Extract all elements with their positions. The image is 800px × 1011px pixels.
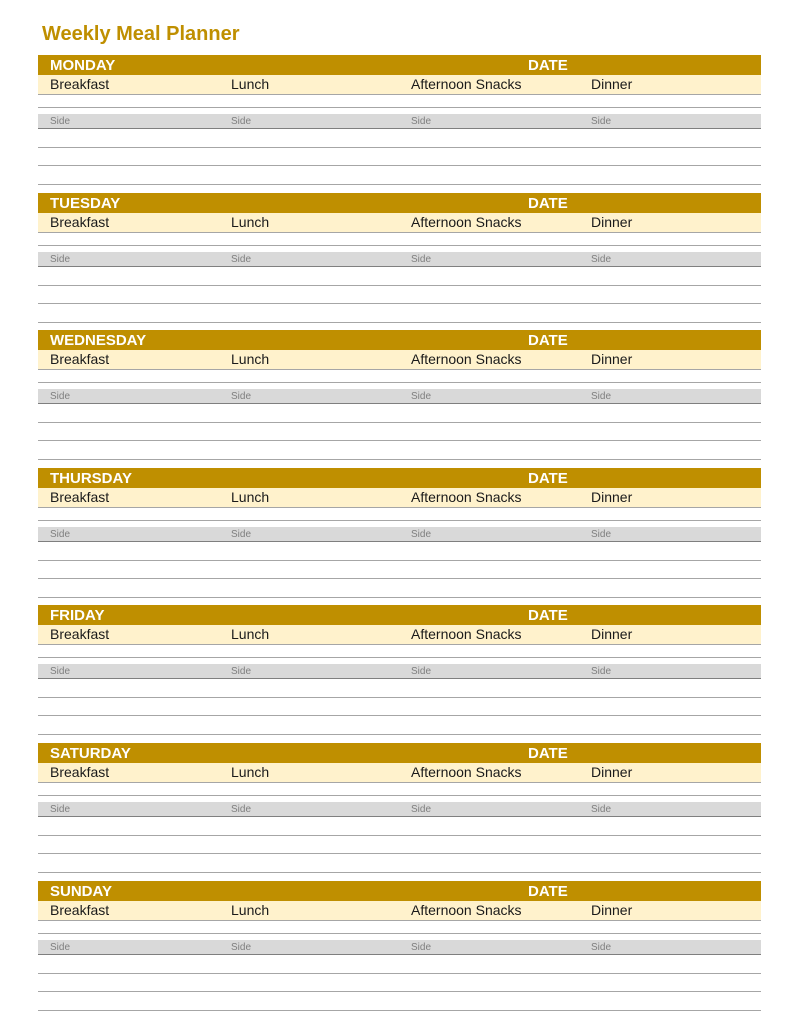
date-label: DATE bbox=[528, 470, 568, 487]
meal-label-snacks: Afternoon Snacks bbox=[411, 76, 522, 92]
day-section-friday bbox=[38, 605, 761, 735]
entry-line[interactable] bbox=[38, 184, 761, 185]
entry-line[interactable] bbox=[38, 835, 761, 836]
side-label: Side bbox=[50, 529, 71, 540]
side-label: Side bbox=[50, 116, 71, 127]
day-section-tuesday bbox=[38, 193, 761, 323]
meal-label-dinner: Dinner bbox=[591, 351, 633, 367]
entry-line[interactable] bbox=[38, 440, 761, 441]
side-label: Side bbox=[411, 116, 432, 127]
entry-line[interactable] bbox=[38, 165, 761, 166]
side-label: Side bbox=[411, 942, 432, 953]
side-label: Side bbox=[50, 804, 71, 815]
meal-label-lunch: Lunch bbox=[231, 76, 270, 92]
day-header bbox=[38, 330, 761, 350]
side-label: Side bbox=[591, 529, 612, 540]
entry-line[interactable] bbox=[38, 973, 761, 974]
side-label: Side bbox=[411, 254, 432, 265]
date-label: DATE bbox=[528, 332, 568, 349]
date-label: DATE bbox=[528, 607, 568, 624]
side-label: Side bbox=[411, 391, 432, 402]
meal-label-breakfast: Breakfast bbox=[50, 626, 110, 642]
day-name: SATURDAY bbox=[50, 745, 131, 762]
entry-line[interactable] bbox=[38, 322, 761, 323]
meal-label-lunch: Lunch bbox=[231, 764, 270, 780]
side-label: Side bbox=[50, 254, 71, 265]
side-label: Side bbox=[411, 529, 432, 540]
day-name: SUNDAY bbox=[50, 883, 112, 900]
side-row bbox=[38, 252, 761, 267]
entry-line[interactable] bbox=[38, 422, 761, 423]
side-label: Side bbox=[231, 529, 252, 540]
meal-header-row bbox=[38, 350, 761, 370]
day-name: TUESDAY bbox=[50, 195, 121, 212]
meal-header-row bbox=[38, 763, 761, 783]
meal-entry-line[interactable] bbox=[38, 657, 761, 658]
day-section-wednesday bbox=[38, 330, 761, 460]
meal-label-breakfast: Breakfast bbox=[50, 764, 110, 780]
side-label: Side bbox=[411, 804, 432, 815]
meal-label-dinner: Dinner bbox=[591, 76, 633, 92]
entry-line[interactable] bbox=[38, 285, 761, 286]
day-name: FRIDAY bbox=[50, 607, 105, 624]
meal-label-snacks: Afternoon Snacks bbox=[411, 489, 522, 505]
side-row bbox=[38, 664, 761, 679]
meal-label-breakfast: Breakfast bbox=[50, 489, 110, 505]
day-header bbox=[38, 55, 761, 75]
side-label: Side bbox=[231, 116, 252, 127]
meal-label-snacks: Afternoon Snacks bbox=[411, 214, 522, 230]
meal-label-lunch: Lunch bbox=[231, 902, 270, 918]
side-label: Side bbox=[591, 116, 612, 127]
meal-header-row bbox=[38, 213, 761, 233]
side-row bbox=[38, 527, 761, 542]
date-label: DATE bbox=[528, 745, 568, 762]
side-row bbox=[38, 114, 761, 129]
day-header bbox=[38, 193, 761, 213]
day-section-monday bbox=[38, 55, 761, 185]
meal-label-lunch: Lunch bbox=[231, 214, 270, 230]
meal-label-breakfast: Breakfast bbox=[50, 76, 110, 92]
date-label: DATE bbox=[528, 883, 568, 900]
side-label: Side bbox=[231, 254, 252, 265]
meal-header-row bbox=[38, 488, 761, 508]
side-label: Side bbox=[591, 391, 612, 402]
entry-line[interactable] bbox=[38, 853, 761, 854]
meal-header-row bbox=[38, 625, 761, 645]
meal-label-lunch: Lunch bbox=[231, 489, 270, 505]
meal-entry-line[interactable] bbox=[38, 520, 761, 521]
day-name: THURSDAY bbox=[50, 470, 132, 487]
side-label: Side bbox=[50, 666, 71, 677]
meal-entry-line[interactable] bbox=[38, 382, 761, 383]
side-label: Side bbox=[50, 942, 71, 953]
entry-line[interactable] bbox=[38, 560, 761, 561]
entry-line[interactable] bbox=[38, 303, 761, 304]
meal-label-snacks: Afternoon Snacks bbox=[411, 351, 522, 367]
side-label: Side bbox=[231, 666, 252, 677]
day-name: MONDAY bbox=[50, 57, 116, 74]
meal-label-dinner: Dinner bbox=[591, 902, 633, 918]
meal-label-dinner: Dinner bbox=[591, 214, 633, 230]
date-label: DATE bbox=[528, 57, 568, 74]
side-label: Side bbox=[591, 804, 612, 815]
page-title: Weekly Meal Planner bbox=[42, 23, 240, 45]
meal-label-lunch: Lunch bbox=[231, 626, 270, 642]
entry-line[interactable] bbox=[38, 578, 761, 579]
entry-line[interactable] bbox=[38, 597, 761, 598]
meal-entry-line[interactable] bbox=[38, 933, 761, 934]
day-section-saturday bbox=[38, 743, 761, 873]
meal-label-dinner: Dinner bbox=[591, 489, 633, 505]
entry-line[interactable] bbox=[38, 734, 761, 735]
side-label: Side bbox=[231, 804, 252, 815]
meal-entry-line[interactable] bbox=[38, 107, 761, 108]
day-header bbox=[38, 881, 761, 901]
side-row bbox=[38, 940, 761, 955]
day-section-thursday bbox=[38, 468, 761, 598]
day-header bbox=[38, 468, 761, 488]
side-label: Side bbox=[231, 391, 252, 402]
meal-entry-line[interactable] bbox=[38, 795, 761, 796]
meal-entry-line[interactable] bbox=[38, 245, 761, 246]
entry-line[interactable] bbox=[38, 459, 761, 460]
side-label: Side bbox=[591, 942, 612, 953]
day-name: WEDNESDAY bbox=[50, 332, 147, 349]
meal-label-lunch: Lunch bbox=[231, 351, 270, 367]
side-label: Side bbox=[411, 666, 432, 677]
meal-label-breakfast: Breakfast bbox=[50, 351, 110, 367]
entry-line[interactable] bbox=[38, 872, 761, 873]
meal-header-row bbox=[38, 75, 761, 95]
side-label: Side bbox=[50, 391, 71, 402]
meal-label-breakfast: Breakfast bbox=[50, 214, 110, 230]
side-row bbox=[38, 389, 761, 404]
day-section-sunday bbox=[38, 881, 761, 1011]
entry-line[interactable] bbox=[38, 697, 761, 698]
meal-label-dinner: Dinner bbox=[591, 764, 633, 780]
side-label: Side bbox=[591, 666, 612, 677]
side-label: Side bbox=[591, 254, 612, 265]
entry-line[interactable] bbox=[38, 147, 761, 148]
entry-line[interactable] bbox=[38, 991, 761, 992]
meal-label-snacks: Afternoon Snacks bbox=[411, 764, 522, 780]
side-row bbox=[38, 802, 761, 817]
meal-label-snacks: Afternoon Snacks bbox=[411, 626, 522, 642]
day-header bbox=[38, 605, 761, 625]
meal-label-snacks: Afternoon Snacks bbox=[411, 902, 522, 918]
meal-label-breakfast: Breakfast bbox=[50, 902, 110, 918]
meal-header-row bbox=[38, 901, 761, 921]
date-label: DATE bbox=[528, 195, 568, 212]
entry-line[interactable] bbox=[38, 715, 761, 716]
day-header bbox=[38, 743, 761, 763]
side-label: Side bbox=[231, 942, 252, 953]
meal-label-dinner: Dinner bbox=[591, 626, 633, 642]
